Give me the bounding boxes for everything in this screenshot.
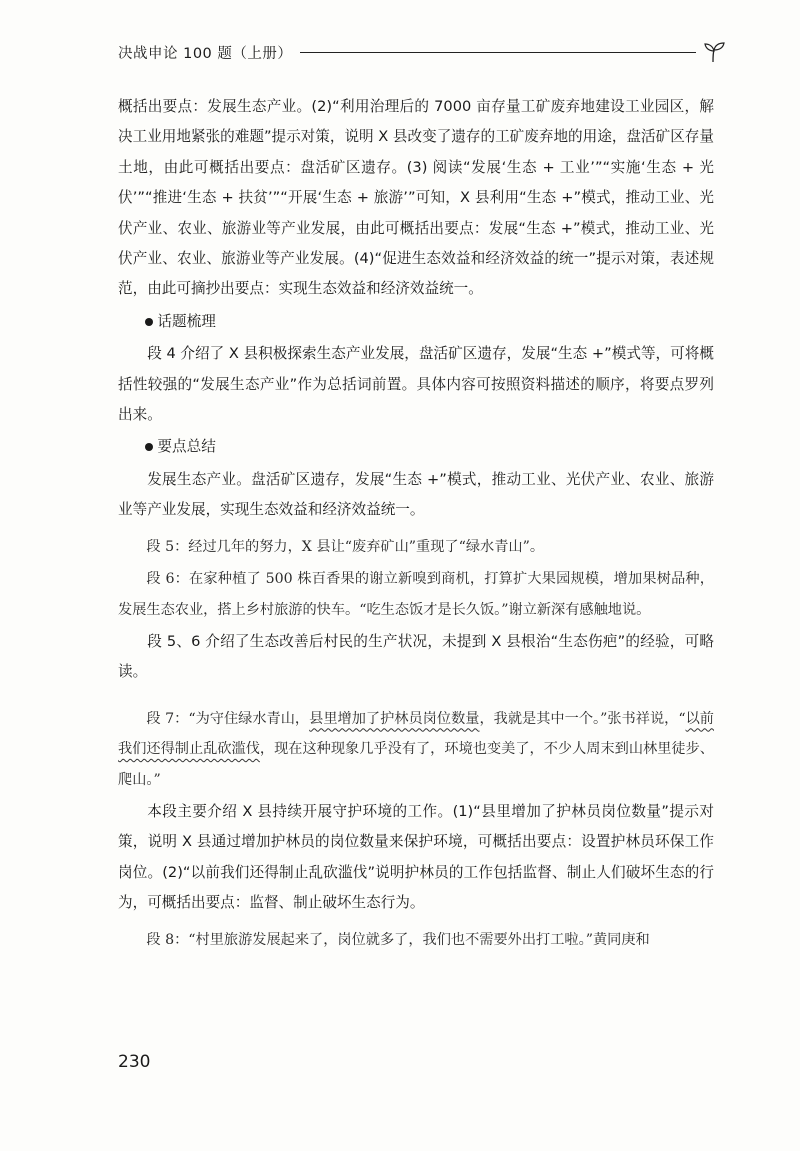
- quote-text: 段 7：“为守住绿水青山，: [146, 710, 310, 727]
- quote-text: ，现在这种现象几乎没有了，环境也变美了，不少人周末到山林里徒步、爬山。”: [118, 741, 714, 788]
- analysis-paragraph-continued: 概括出要点：发展生态产业。(2)“利用治理后的 7000 亩存量工矿废弃地建设工业园区，解决工业用地紧张的难题”提示对策，说明 X 县改变了遗存的工矿废弃地的用途，盘活矿区存量土地，由此可概括出要点：盘活矿区遗存。(3) 阅读“发展‘生态 + 工业’”“实施‘生态 + 光伏’”“推进‘生态 + 扶贫’”“开展‘生态 + 旅游’”可知，X 县利用“生态 +”模式，推动工业、光伏产业、农业、旅游业等产业发展，由此可概括出要点：发展“生态 +”模式，推动工业、光伏产业、农业、旅游业等产业发展。(4)“促进生态效益和经济效益的统一”提示对策，表述规范，由此可摘抄出要点：实现生态效益和经济效益统一。: [118, 98, 714, 298]
- analysis-paragraph-5-6: 段 5、6 介绍了生态改善后村民的生产状况，未提到 X 县根治“生态伤疤”的经验，可略读。: [118, 632, 714, 681]
- underlined-phrase: 以前我们还得制止乱砍滥伐: [118, 710, 714, 758]
- material-paragraph-6: 段 6：在家种植了 500 株百香果的谢立新嗅到商机，打算扩大果园规模，增加果树品种，发展生态农业，搭上乡村旅游的快车。“吃生态饭才是长久饭。”谢立新深有感触地说。: [118, 571, 714, 618]
- analysis-paragraph-7: 本段主要介绍 X 县持续开展守护环境的工作。(1)“县里增加了护林员岗位数量”提示对策，说明 X 县通过增加护林员的岗位数量来保护环境，可概括出要点：设置护林员环保工作岗位。(2)“以前我们还得制止乱砍滥伐”说明护林员的工作包括监督、制止人们破坏生态的行为，可概括出要点：监督、制止破坏生态行为。: [118, 802, 714, 912]
- running-header: [118, 38, 726, 66]
- header-rule: [300, 52, 696, 53]
- summary-paragraph: 发展生态产业。盘活矿区遗存，发展“生态 +”模式，推动工业、光伏产业、农业、旅游业等产业发展，实现生态效益和经济效益统一。: [118, 470, 714, 519]
- quote-text: ，我就是其中一个。”张书祥说，“: [479, 710, 686, 727]
- material-paragraph-5: 段 5：经过几年的努力，X 县让“废弃矿山”重现了“绿水青山”。: [146, 538, 545, 555]
- material-paragraph-7: [118, 704, 714, 795]
- material-paragraph-8: 段 8：“村里旅游发展起来了，岗位就多了，我们也不需要外出打工啦。”黄同庚和: [146, 931, 650, 948]
- section-heading-summary: [118, 432, 714, 462]
- topic-paragraph: 段 4 介绍了 X 县积极探索生态产业发展，盘活矿区遗存，发展“生态 +”模式等，可将概括性较强的“发展生态产业”作为总括词前置。具体内容可按照资料描述的顺序，将要点罗列出来。: [118, 345, 714, 424]
- section-heading-topic: [118, 307, 714, 337]
- page-body: [118, 92, 714, 957]
- underlined-phrase: 县里增加了护林员岗位数量: [309, 710, 480, 727]
- book-title: 决战申论 100 题（上册）: [118, 45, 293, 62]
- page-number: 230: [118, 1052, 151, 1072]
- heading-text: 话题梳理: [157, 312, 216, 330]
- heading-text: 要点总结: [157, 438, 216, 456]
- sprout-icon: [702, 41, 726, 63]
